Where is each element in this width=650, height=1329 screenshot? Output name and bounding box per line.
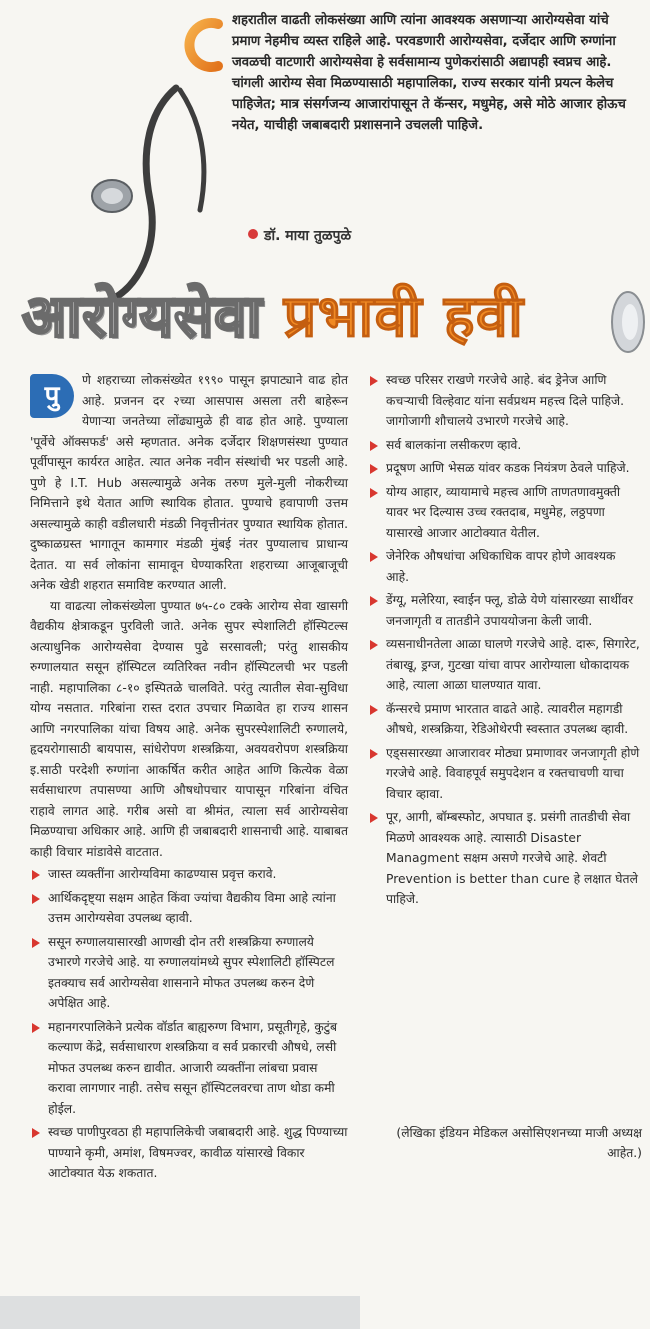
intro-text: शहरातील वाढती लोकसंख्या आणि त्यांना आवश्यक असणाऱ्या आरोग्यसेवा यांचे प्रमाण नेहमीच व्यस्त राहिले आहे. परवडणारी आरोग्यसेवा, दर्जेदार आणि रुग्णांना जवळची वाटणारी आरोग्यसेवा हे सर्वसामान्य पुणेकरांसाठी अद्यापही स्वप्नच आहे. चांगली आरोग्य सेवा मिळण्यासाठी महापालिका, राज्य सरकार यांनी प्रयत्न केलेच पाहिजेत; मात्र संसर्गजन्य आजारांपासून ते कॅन्सर, मधुमेह, असे मोठे आजार होऊच नयेत, याचीही जबाबदारी प्रशासनाने उचलली पाहिजे. <box>232 13 626 133</box>
triangle-bullet-icon <box>370 488 378 498</box>
bullet-list-right <box>368 370 640 910</box>
list-item: आर्थिकदृष्ट्या सक्षम आहेत किंवा ज्यांचा वैद्यकीय विमा आहे त्यांना उत्तम आरोग्यसेवा उपलब्ध व्हावी. <box>30 888 348 929</box>
triangle-bullet-icon <box>32 938 40 948</box>
list-item: व्यसनाधीनतेला आळा घालणे गरजेचे आहे. दारू, सिगारेट, तंबाखू, ड्रग्ज, गुटखा यांचा वापर आरोग्याला धोकादायक आहे, त्याला आळा घालण्यात यावा. <box>368 634 640 696</box>
list-item: स्वच्छ पाणीपुरवठा ही महापालिकेची जबाबदारी आहे. शुद्ध पिण्याच्या पाण्याने कृमी, अमांश, विषमज्वर, कावीळ यांसारखे विकार आटोक्यात येऊ शकतात. <box>30 1122 348 1184</box>
list-item: जास्त व्यक्तींना आरोग्यविमा काढण्यास प्रवृत्त करावे. <box>30 864 348 885</box>
headline-part-1: आरोग्यसेवा <box>22 282 263 350</box>
triangle-bullet-icon <box>370 813 378 823</box>
triangle-bullet-icon <box>32 894 40 904</box>
headline <box>22 276 524 356</box>
paragraph-1 <box>30 370 348 596</box>
list-item: स्वच्छ परिसर राखणे गरजेचे आहे. बंद ड्रेनेज आणि कचऱ्याची विल्हेवाट यांना सर्वप्रथम महत्त्व दिले पाहिजे. जागोजागी शौचालये उभारणे गरजेचे आहे. <box>368 370 640 432</box>
triangle-bullet-icon <box>370 596 378 606</box>
list-item: प्रदूषण आणि भेसळ यांवर कडक नियंत्रण ठेवले पाहिजे. <box>368 458 640 479</box>
list-item: कॅन्सरचे प्रमाण भारतात वाढते आहे. त्यावरील महागडी औषधे, शस्त्रक्रिया, रेडिओथेरपी स्वस्तात उपलब्ध व्हावी. <box>368 699 640 740</box>
triangle-bullet-icon <box>32 1128 40 1138</box>
column-left <box>30 370 348 1187</box>
list-item: योग्य आहार, व्यायामाचे महत्त्व आणि ताणतणावमुक्ती यावर भर दिल्यास उच्च रक्तदाब, मधुमेह, लठ्ठपणा यासारखे आजार आटोक्यात येतील. <box>368 482 640 544</box>
list-item: पूर, आगी, बॉम्बस्फोट, अपघात इ. प्रसंगी तातडीची सेवा मिळणे आवश्यक आहे. त्यासाठी Disaster Managment सक्षम असणे गरजेचे आहे. शेवटी Prevention is better than cure हे लक्षात घेतले पाहिजे. <box>368 807 640 910</box>
scan-shadow <box>0 1296 360 1329</box>
bullet-dot-icon <box>248 229 258 239</box>
triangle-bullet-icon <box>370 376 378 386</box>
paragraph-2: या वाढत्या लोकसंख्येला पुण्यात ७५-८० टक्के आरोग्य सेवा खासगी वैद्यकीय क्षेत्राकडून पुरविली जाते. अनेक सुपर स्पेशालिटी हॉस्पिटल्स अत्याधुनिक आरोग्यसेवा देण्यास पुढे सरसावली; परंतु शासकीय रुग्णालयात ससून हॉस्पिटल व्यतिरिक्त नवीन हॉस्पिटलची भर पडली नाही. महापालिका ८-१० इस्पितळे चालविते. परंतु त्यातील सेवा-सुविधा योग्य नसतात. गरिबांना रास्त दरात उपचार मिळावेत हा राज्य शासन आणि नगरपालिका यांचा विषय आहे. अनेक सुपरस्पेशालिटी रुग्णालये, हृदयरोगासाठी बायपास, सांधेरोपण शस्त्रक्रिया, अवयवरोपण शस्त्रक्रिया इ.साठी परदेशी रुग्णांना आकर्षित करीत आहेत आणि कित्येक वेळा सर्वसाधारण तपासण्या आणि औषधोपचार यापासून गरिबांना वंचित राहावे लागत आहे. गरीब असो वा श्रीमंत, त्याला सर्व आरोग्यसेवा मिळण्याचा अधिकार आहे. आणि ही जबाबदारी शासनाची आहे. याबाबत काही विचार मांडावेसे वाटतात. <box>30 598 348 859</box>
triangle-bullet-icon <box>370 705 378 715</box>
triangle-bullet-icon <box>370 441 378 451</box>
triangle-bullet-icon <box>370 552 378 562</box>
list-item: सर्व बालकांना लसीकरण व्हावे. <box>368 435 640 456</box>
author-footnote: (लेखिका इंडियन मेडिकल असोसिएशनच्या माजी अध्यक्ष आहेत.) <box>396 1126 642 1160</box>
paragraph-1-text: णे शहराच्या लोकसंख्येत १९९० पासून झपाट्याने वाढ होत आहे. प्रजनन दर २च्या आसपास असला तरी बाहेरून येणाऱ्या जनतेच्या लोंढ्यामुळे ही वाढ होत आहे. पुण्याला 'पूर्वेचे ऑक्सफर्ड' असे म्हणतात. अनेक दर्जेदार शिक्षणसंस्था पुण्यात पूर्वीपासून कार्यरत आहेत. त्यात अनेक नवीन संस्थांची भर पडली आहे. पुणे हे I.T. Hub असल्यामुळे अनेक तरुण मुले-मुली नोकरीच्या निमित्ताने इथे येतात आणि स्थायिक होतात. पुण्याचे हवापाणी उत्तम असल्यामुळे काही वडीलधारी मंडळी निवृत्तीनंतर पुण्यात स्थायिक होतात. दुष्काळग्रस्त भागातून कामगार मंडळी मुंबई नंतर पुण्यालाच प्राधान्य देतात. या सर्व लोकांना सामावून घेण्याकरिता शहराच्या आजूबाजूची अनेक खेडी शहरात समाविष्ट करण्यात आली. <box>30 373 348 592</box>
list-item: डेंग्यू, मलेरिया, स्वाईन फ्लू, डोळे येणे यांसारख्या साथींवर जनजागृती व तातडीने उपाययोजना केली जावी. <box>368 590 640 631</box>
triangle-bullet-icon <box>370 640 378 650</box>
triangle-bullet-icon <box>32 1023 40 1033</box>
list-item: महानगरपालिकेने प्रत्येक वॉर्डात बाह्यरुग्ण विभाग, प्रसूतीगृहे, कुटुंब कल्याण केंद्रे, सर्वसाधारण शस्त्रक्रिया व सर्व प्रकारची औषधे, लसी मोफत उपलब्ध करुन द्यावीत. आजारी व्यक्तींना लांबचा प्रवास करावा लागणार नाही. तसेच ससून हॉस्पिटलवरचा ताण थोडा कमी होईल. <box>30 1017 348 1120</box>
list-item: ससून रुग्णालयासारखी आणखी दोन तरी शस्त्रक्रिया रुग्णालये उभारणे गरजेचे आहे. या रुग्णालयांमध्ये सुपर स्पेशालिटी हॉस्पिटल इतक्याच सर्व आरोग्यसेवा शासनाने मोफत उपलब्ध करुन देणे अपेक्षित आहे. <box>30 932 348 1014</box>
column-right <box>368 370 640 913</box>
headline-part-2: प्रभावी हवी <box>283 282 524 350</box>
bullet-list-left <box>30 864 348 1184</box>
dropcap: पु <box>30 374 74 418</box>
list-item: जेनेरिक औषधांचा अधिकाधिक वापर होणे आवश्यक आहे. <box>368 546 640 587</box>
author-name: डॉ. माया तुळपुळे <box>264 228 352 244</box>
triangle-bullet-icon <box>370 464 378 474</box>
author-byline <box>248 226 351 245</box>
triangle-bullet-icon <box>32 870 40 880</box>
list-item: एड्ससारख्या आजारावर मोठ्या प्रमाणावर जनजागृती होणे गरजेचे आहे. विवाहपूर्व समुपदेशन व रक्तचाचणी याचा विचार व्हावा. <box>368 743 640 805</box>
triangle-bullet-icon <box>370 749 378 759</box>
